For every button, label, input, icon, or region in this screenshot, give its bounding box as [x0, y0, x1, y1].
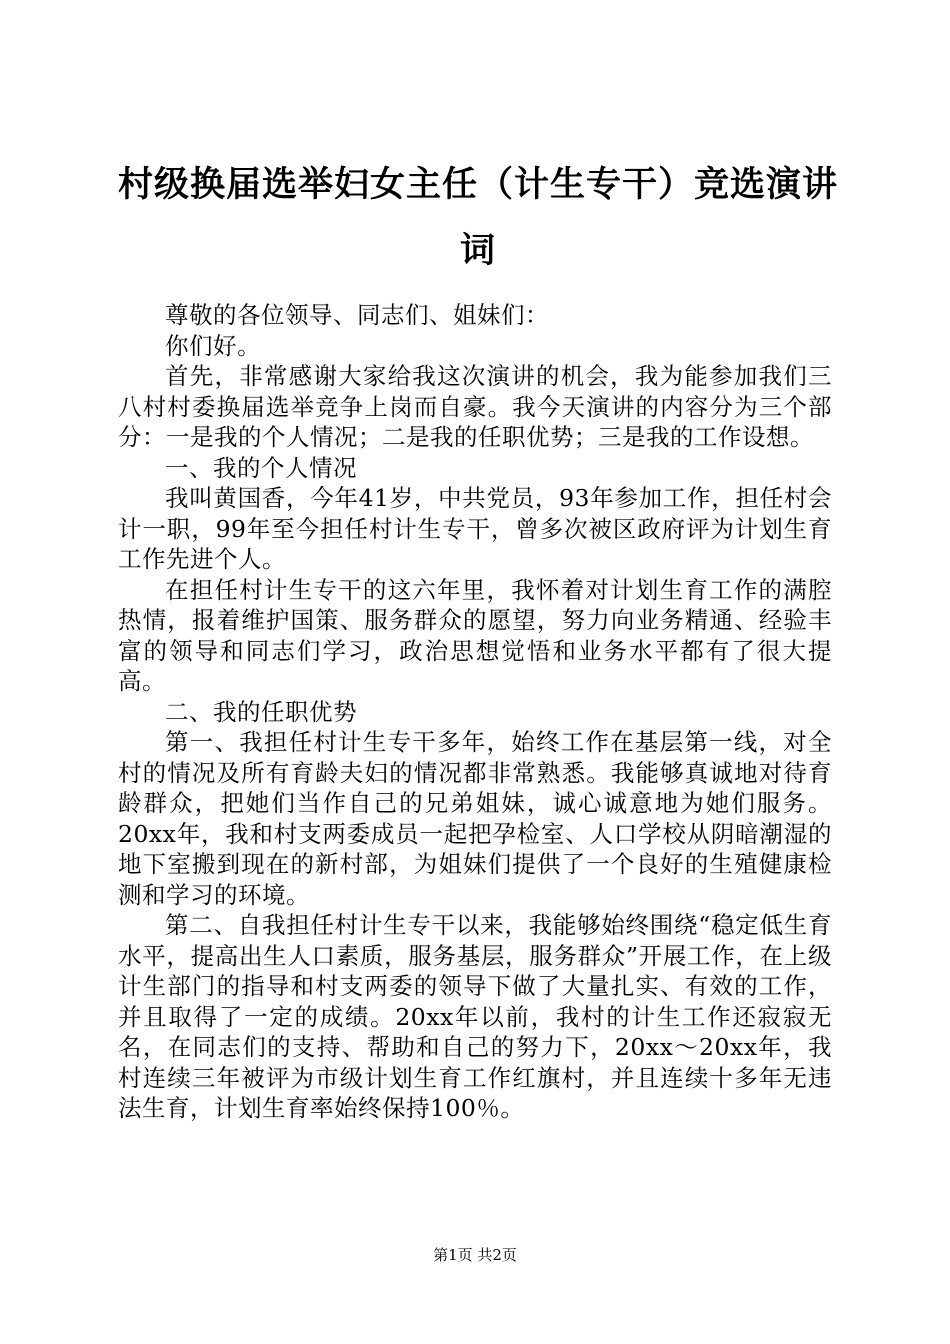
- intro-paragraph: 首先，非常感谢大家给我这次演讲的机会，我为能参加我们三八村村委换届选举竞争上岗而自豪。我今天演讲的内容分为三个部分：一是我的个人情况；二是我的任职优势；三是我的工作设想。: [118, 362, 832, 451]
- advantage-paragraph-2: 第二、自我担任村计生专干以来，我能够始终围绕“稳定低生育水平，提高出生人口素质，服务基层，服务群众”开展工作，在上级计生部门的指导和村支两委的领导下做了大量扎实、有效的工作，并且取得了一定的成绩。20xx年以前，我村的计生工作还寂寂无名，在同志们的支持、帮助和自己的努力下，20xx～20xx年，我村连续三年被评为市级计划生育工作红旗村，并且连续十多年无违法生育，计划生育率始终保持100％。: [118, 911, 832, 1122]
- personal-paragraph-1: 我叫黄国香，今年41岁，中共党员，93年参加工作，担任村会计一职，99年至今担任村计生专干，曾多次被区政府评为计划生育工作先进个人。: [118, 484, 832, 573]
- document-body: [118, 300, 832, 1124]
- salutation: 尊敬的各位领导、同志们、姐妹们：: [165, 301, 549, 329]
- advantage-paragraph-1: 第一、我担任村计生专干多年，始终工作在基层第一线，对全村的情况及所有育龄夫妇的情况都非常熟悉。我能够真诚地对待育龄群众，把她们当作自己的兄弟姐妹，诚心诚意地为她们服务。20xx年，我和村支两委成员一起把孕检室、人口学校从阴暗潮湿的地下室搬到现在的新村部，为姐妹们提供了一个良好的生殖健康检测和学习的环境。: [118, 728, 832, 909]
- section-heading-advantages: 二、我的任职优势: [165, 697, 357, 726]
- section-heading-personal: 一、我的个人情况: [165, 453, 357, 482]
- personal-paragraph-2: 在担任村计生专干的这六年里，我怀着对计划生育工作的满腔热情，报着维护国策、服务群众的愿望，努力向业务精通、经验丰富的领导和同志们学习，政治思想觉悟和业务水平都有了很大提高。: [118, 575, 832, 695]
- greeting: 你们好。: [165, 331, 261, 360]
- document-title: 村级换届选举妇女主任（计生专干）竞选演讲词: [118, 164, 839, 271]
- page-number: 第1页 共2页: [433, 1246, 517, 1264]
